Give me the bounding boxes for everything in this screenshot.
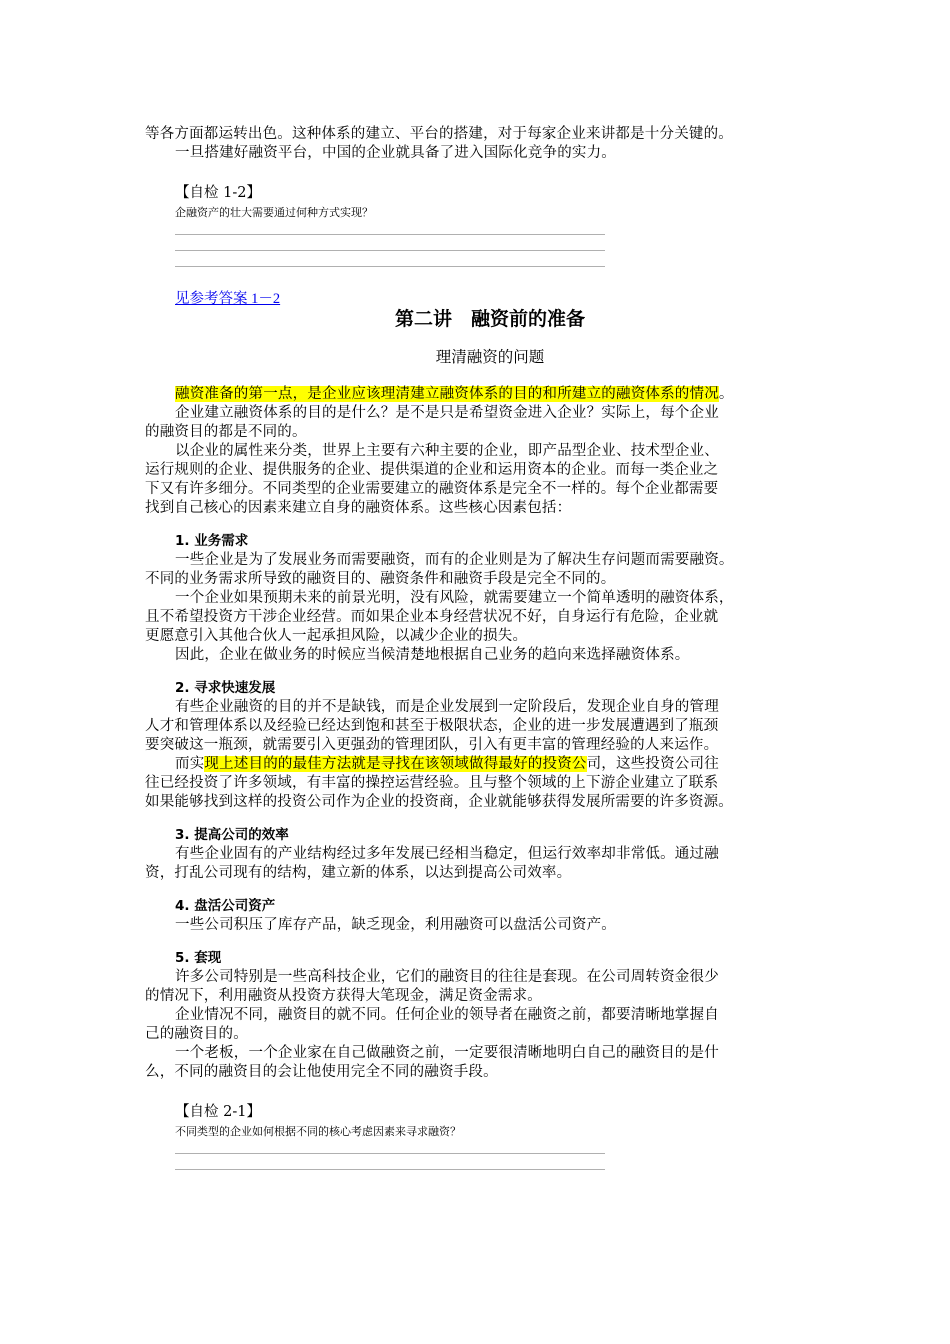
answer-reference-link[interactable]: 见参考答案 1－2 [175,291,281,307]
paragraph-line: 一个企业如果预期未来的前景光明，没有风险，就需要建立一个简单透明的融资体系， [175,590,734,606]
intro-line-2: 一旦搭建好融资平台，中国的企业就具备了进入国际化竞争的实力。 [175,145,616,161]
section-heading: 3. 提高公司的效率 [175,827,289,843]
paragraph-line: 企业建立融资体系的目的是什么？是不是只是希望资金进入企业？实际上，每个企业 [175,405,719,421]
paragraph-line: 一些公司积压了库存产品，缺乏现金，利用融资可以盘活公司资产。 [175,917,616,933]
paragraph-line: 么，不同的融资目的会让他使用完全不同的融资手段。 [145,1064,498,1080]
lecture-title: 第二讲 融资前的准备 [394,308,585,330]
paragraph-line: 下又有许多细分。不同类型的企业需要建立的融资体系是完全不一样的。每个企业都需要 [145,481,719,497]
paragraph-line: 资，打乱公司现有的结构，建立新的体系，以达到提高公司效率。 [145,865,572,881]
section-heading: 2. 寻求快速发展 [175,680,276,696]
paragraph-line: 企业情况不同，融资目的就不同。任何企业的领导者在融资之前，都要清晰地掌握自 [175,1007,719,1023]
paragraph-highlighted: 而实现上述目的的最佳方法就是寻找在该领域做得最好的投资公司，这些投资公司往 [175,756,719,772]
paragraph-line: 一个老板，一个企业家在自己做融资之前，一定要很清晰地明白自己的融资目的是什 [175,1045,719,1061]
selfcheck-1-2-label: 【自检 1-2】 [175,185,261,201]
paragraph-line: 的融资目的都是不同的。 [145,424,307,440]
paragraph-highlighted: 融资准备的第一点，是企业应该理清建立融资体系的目的和所建立的融资体系的情况。 [175,386,734,402]
section-subtitle: 理清融资的问题 [435,348,545,366]
paragraph-line: 以企业的属性来分类，世界上主要有六种主要的企业，即产品型企业、技术型企业、 [175,443,719,459]
selfcheck-2-1-label: 【自检 2-1】 [175,1104,261,1120]
document-page [145,125,815,1170]
paragraph-line: 找到自己核心的因素来建立自身的融资体系。这些核心因素包括： [145,500,572,516]
section-heading: 1. 业务需求 [175,533,249,549]
paragraph-line: 有些企业融资的目的并不是缺钱，而是企业发展到一定阶段后，发现企业自身的管理 [175,699,719,715]
paragraph-line: 的情况下，利用融资从投资方获得大笔现金，满足资金需求。 [145,988,542,1004]
paragraph-line: 不同的业务需求所导致的融资目的、融资条件和融资手段是完全不同的。 [145,571,616,587]
paragraph-line: 如果能够找到这样的投资公司作为企业的投资商，企业就能够获得发展所需要的许多资源。 [145,794,733,810]
section-heading: 5. 套现 [175,950,222,966]
paragraph-line: 因此，企业在做业务的时候应当候清楚地根据自己业务的趋向来选择融资体系。 [175,647,690,663]
paragraph-line: 更愿意引入其他合伙人一起承担风险，以减少企业的损失。 [145,628,528,644]
paragraph-line: 人才和管理体系以及经验已经达到饱和甚至于极限状态，企业的进一步发展遭遇到了瓶颈 [145,718,719,734]
intro-line-1: 等各方面都运转出色。这种体系的建立、平台的搭建，对于每家企业来讲都是十分关键的。 [145,126,733,142]
section-heading: 4. 盘活公司资产 [175,898,276,914]
paragraph-line: 要突破这一瓶颈，就需要引入更强劲的管理团队，引入有更丰富的管理经验的人来运作。 [145,737,719,753]
paragraph-line: 一些企业是为了发展业务而需要融资，而有的企业则是为了解决生存问题而需要融资。 [175,552,734,568]
highlighted-text: 现上述目的的最佳方法就是寻找在该领域做得最好的投资公 [204,756,587,772]
selfcheck-1-2-question: 企融资产的壮大需要通过何种方式实现？ [175,206,373,219]
paragraph-line: 往已经投资了许多领域，有丰富的操控运营经验。且与整个领域的上下游企业建立了联系 [145,775,719,791]
paragraph-line: 且不希望投资方干涉企业经营。而如果企业本身经营状况不好，自身运行有危险，企业就 [145,609,719,625]
paragraph-line: 有些企业固有的产业结构经过多年发展已经相当稳定，但运行效率却非常低。通过融 [175,846,719,862]
selfcheck-2-1-question: 不同类型的企业如何根据不同的核心考虑因素来寻求融资？ [175,1125,461,1138]
highlighted-text: 融资准备的第一点，是企业应该理清建立融资体系的目的和所建立的融资体系的情况 [175,386,719,402]
paragraph-line: 运行规则的企业、提供服务的企业、提供渠道的企业和运用资本的企业。而每一类企业之 [145,462,719,478]
paragraph-line: 许多公司特别是一些高科技企业，它们的融资目的往往是套现。在公司周转资金很少 [175,969,719,985]
answer-line [175,1169,605,1170]
paragraph-line: 己的融资目的。 [145,1026,248,1042]
